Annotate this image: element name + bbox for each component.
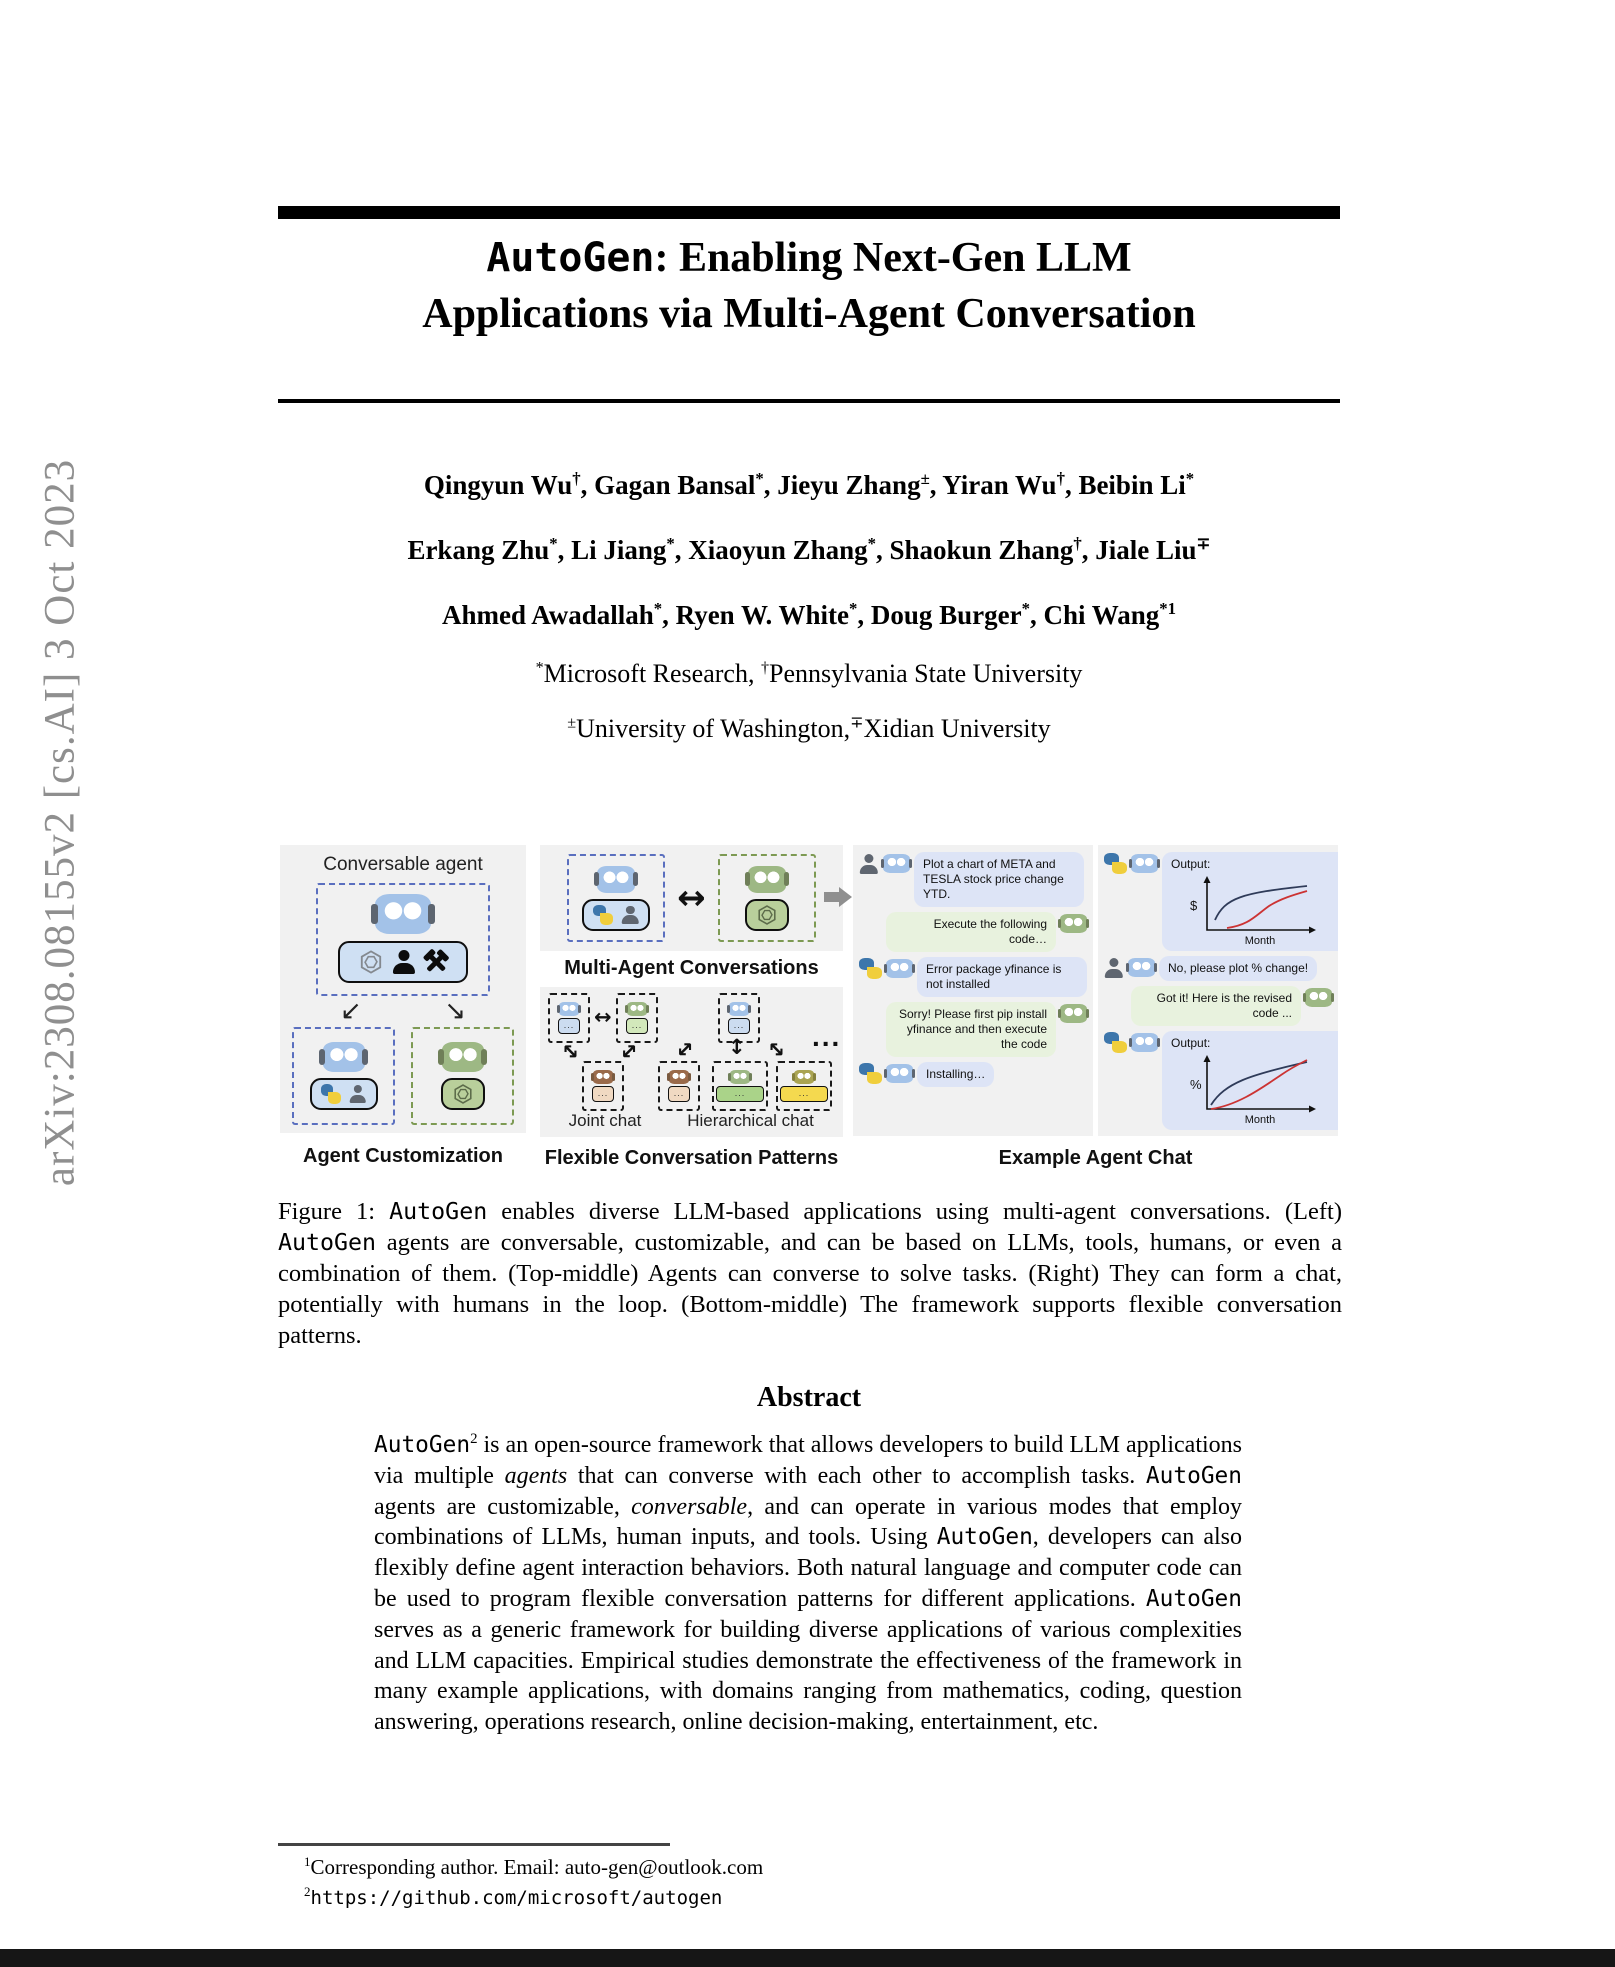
text-segment: AutoGen [1145, 1462, 1242, 1489]
text-segment: † [760, 659, 770, 677]
text-segment: Microsoft Research, [543, 659, 761, 688]
author-affil-mark: ∓ [1196, 534, 1211, 553]
chat-message [1104, 986, 1332, 1026]
affiliation-line [278, 713, 1340, 745]
person-icon [859, 854, 879, 874]
text-segment: AutoGen [374, 1432, 471, 1458]
capability-box [582, 899, 650, 931]
text-segment: Xidian University [863, 714, 1051, 743]
robot-icon [323, 1042, 365, 1072]
chart-y-label: $ [1190, 898, 1198, 913]
text-segment: ∓ [850, 714, 864, 732]
text-segment: , developers can also flexibly define agent interaction behaviors. Both natural language and computer code can be used to program flexible conversation patterns for different applications. [374, 1524, 1242, 1612]
capability-box [745, 899, 789, 931]
text-segment: agents are customizable, [374, 1493, 632, 1520]
text-segment: : Enabling Next-Gen LLM [654, 235, 1132, 281]
chat-text: Output: [1171, 857, 1211, 871]
footnote-text: https://github.com/microsoft/autogen [310, 1887, 723, 1909]
robot-icon [669, 1070, 689, 1084]
agent-box-green [718, 854, 816, 942]
chat-message [859, 1062, 1087, 1087]
chat-text: Got it! Here is the revised code ... [1156, 991, 1292, 1020]
chat-message [1104, 852, 1332, 951]
chat-message [859, 957, 1087, 997]
mini-agent-brown [658, 1061, 700, 1111]
figure-caption-midtop: Multi-Agent Conversations [564, 957, 819, 979]
agent-box-blue [567, 854, 665, 942]
chat-bubble [917, 957, 1087, 997]
author-line: Qingyun Wu†, Gagan Bansal*, Jieyu Zhang±, Yiran Wu†, Beibin Li* [423, 469, 1195, 500]
author-affil-mark: * [867, 534, 876, 553]
author-name: Shaokun Zhang [889, 535, 1074, 565]
text-segment: serves as a generic framework for building diverse applications of various complexities and LLM capacities. Empirical studies demonstrate the effectiveness of the framework in many example applications, with domains ranging from mathematics, coding, question answering, operations research, online decision-making, entertainment, etc. [374, 1616, 1242, 1736]
author-name: Gagan Bansal [594, 470, 756, 500]
author-affil-mark: * [666, 534, 675, 553]
chat-message [1104, 956, 1332, 981]
robot-icon [886, 1064, 913, 1083]
text-segment: is an open-source framework that allows developers to build LLM applications via multiple [374, 1432, 1242, 1489]
author-affil-mark: † [1073, 534, 1082, 553]
capability-box [310, 1078, 378, 1110]
figure-caption-left: Agent Customization [303, 1145, 503, 1167]
chat-bubble [886, 912, 1056, 952]
robot-icon [1131, 1033, 1158, 1052]
chat-bubble [1131, 986, 1301, 1026]
mini-chat-box: ... [592, 1086, 615, 1102]
mini-chat-box: ... [716, 1086, 764, 1102]
robot-icon [1060, 914, 1087, 933]
author-name: Jiale Liu [1095, 535, 1197, 565]
mini-chat-box: ... [728, 1018, 751, 1034]
author-name: Erkang Zhu [407, 535, 550, 565]
text-segment: Applications via Multi-Agent Conversation [422, 291, 1196, 337]
author-affil-mark: * [1021, 599, 1030, 618]
affiliations [278, 658, 1340, 768]
stock-chart [1171, 874, 1338, 946]
author-affil-mark: † [572, 469, 581, 488]
chat-bubble [1162, 1031, 1338, 1130]
robot-icon [559, 1002, 579, 1016]
chat-text: Plot a chart of META and TESLA stock price change YTD. [923, 857, 1064, 901]
chat-column-left [853, 845, 1093, 1136]
python-icon [859, 1063, 882, 1084]
chat-text: Output: [1171, 1036, 1211, 1050]
author-affil-mark: *1 [1159, 599, 1177, 618]
author-name: Doug Burger [870, 600, 1022, 630]
mini-agent-blue [548, 993, 590, 1043]
robot-icon [730, 1070, 750, 1084]
text-segment: that can converse with each other to accomplish tasks. [567, 1462, 1146, 1489]
text-segment: , and can operate in various modes that employ combinations of LLMs, human inputs, and tools. Using [374, 1493, 1242, 1551]
robot-icon [883, 854, 910, 873]
footnote-marker: 1 [304, 1854, 311, 1869]
panel-title: Conversable agent [323, 854, 483, 875]
text-segment: 2 [470, 1431, 478, 1447]
openai-icon [452, 1083, 474, 1105]
double-arrow-icon: ↔ [614, 1036, 644, 1066]
arxiv-stamp: arXiv:2308.08155v2 [cs.AI] 3 Oct 2023 [36, 458, 84, 1187]
more-patterns-ellipsis: ... [812, 1021, 842, 1052]
python-icon [1104, 1032, 1127, 1053]
footnote-marker: 2 [304, 1884, 311, 1899]
author-name: Xiaoyun Zhang [688, 535, 868, 565]
mini-chat-box: ... [668, 1086, 691, 1102]
arrow-down-right-icon: ↘ [444, 995, 466, 1025]
mini-agent-brown [582, 1061, 624, 1111]
author-affil-mark: * [1185, 469, 1195, 488]
chart-y-label: % [1190, 1077, 1202, 1092]
conversable-agent-box [316, 883, 490, 996]
hierarchical-chat-label: Hierarchical chat [687, 1111, 814, 1130]
agent-box-blue [292, 1027, 395, 1125]
abstract-heading: Abstract [756, 1382, 862, 1413]
robot-icon [794, 1070, 814, 1084]
arrow-down-left-icon: ↙ [340, 995, 362, 1025]
author-affil-mark: * [653, 599, 663, 618]
python-icon [859, 958, 882, 979]
text-segment: * [535, 659, 544, 677]
chat-text: Installing… [926, 1067, 986, 1081]
capability-box [441, 1078, 485, 1110]
double-arrow-icon: ↔ [594, 1005, 612, 1029]
author-name: Chi Wang [1043, 600, 1160, 630]
robot-icon [375, 894, 431, 934]
top-rule [278, 206, 1340, 219]
chat-message [859, 1002, 1087, 1057]
chart-x-label: Month [1244, 935, 1276, 946]
python-icon [321, 1084, 341, 1104]
chat-bubble [914, 852, 1084, 907]
author-name: Ahmed Awadallah [441, 600, 654, 630]
chat-message [859, 912, 1087, 952]
robot-icon [627, 1002, 647, 1016]
author-affil-mark: ± [920, 469, 930, 488]
figure-1 [276, 845, 1342, 1185]
chart-x-label: Month [1244, 1114, 1276, 1125]
title-rule [278, 399, 1340, 403]
text-segment: Pennsylvania State University [769, 659, 1083, 688]
multi-agent-panel [540, 845, 843, 951]
chat-bubble [886, 1002, 1056, 1057]
figure-caption-midbot: Flexible Conversation Patterns [544, 1147, 839, 1169]
tools-icon [424, 950, 448, 974]
text-segment: AutoGen [1145, 1585, 1242, 1612]
robot-icon [597, 866, 635, 893]
conversation-patterns-panel [540, 987, 843, 1137]
double-arrow-icon: ↔ [556, 1036, 586, 1066]
text-segment: AutoGen [936, 1524, 1033, 1551]
footnotes [278, 1852, 1340, 1913]
person-icon [349, 1085, 367, 1103]
agent-customization-panel [280, 845, 526, 1133]
person-icon [1104, 958, 1124, 978]
author-name: Beibin Li [1078, 470, 1186, 500]
mini-agent-green [616, 993, 658, 1043]
footnote [278, 1882, 1340, 1913]
joint-chat-label: Joint chat [568, 1111, 642, 1130]
figure-caption-text [278, 1196, 1342, 1351]
openai-icon [358, 949, 384, 975]
paper-title [278, 230, 1340, 342]
customized-agents-row [280, 1027, 526, 1125]
abstract-text [374, 1430, 1242, 1738]
text-segment: AutoGen [486, 235, 655, 281]
mini-chat-box: ... [558, 1018, 581, 1034]
chat-message [1104, 1031, 1332, 1130]
author-block [278, 468, 1340, 663]
author-name: Jieyu Zhang [777, 470, 921, 500]
text-segment: agents [504, 1462, 568, 1489]
chat-column-right [1098, 845, 1338, 1136]
chat-text: Execute the following code… [933, 917, 1047, 946]
person-icon [392, 950, 416, 974]
double-arrow-icon: ↔ [762, 1034, 792, 1064]
chat-bubble [917, 1062, 994, 1087]
robot-icon [1060, 1004, 1087, 1023]
author-name: Ryen W. White [675, 600, 849, 630]
double-arrow-icon: ↔ [677, 878, 706, 918]
author-name: Yiran Wu [942, 470, 1057, 500]
figure-caption-chat: Example Agent Chat [998, 1147, 1193, 1169]
bottom-page-edge [0, 1949, 1615, 1967]
text-segment: enables diverse LLM-based applications using multi-agent conversations. (Left) [487, 1198, 1342, 1225]
python-icon [593, 905, 613, 925]
chat-bubble [1159, 956, 1317, 981]
author-affil-mark: * [848, 599, 858, 618]
robot-icon [729, 1002, 749, 1016]
text-segment: ± [567, 714, 577, 732]
chat-text: No, please plot % change! [1168, 961, 1309, 975]
mini-agent-green [712, 1061, 768, 1111]
chat-text: Error package yfinance is not installed [926, 962, 1062, 991]
author-line: Erkang Zhu*, Li Jiang*, Xiaoyun Zhang*, Shaokun Zhang†, Jiale Liu∓ [407, 534, 1211, 565]
title-line-2 [278, 286, 1340, 342]
affiliation-line [278, 658, 1340, 690]
mini-chat-box: ... [780, 1086, 828, 1102]
robot-icon [593, 1070, 613, 1084]
text-segment: Figure 1: [278, 1198, 390, 1225]
agent-box-green [411, 1027, 514, 1125]
flow-arrow-icon [824, 887, 852, 907]
author-name: Qingyun Wu [423, 470, 573, 500]
chat-bubble [1162, 852, 1338, 951]
title-line-1 [278, 230, 1340, 286]
mini-chat-box: ... [626, 1018, 649, 1034]
text-segment: conversable [631, 1493, 748, 1520]
footnote-text: Corresponding author. Email: auto-gen@outlook.com [310, 1855, 764, 1879]
robot-icon [442, 1042, 484, 1072]
robot-icon [886, 959, 913, 978]
double-arrow-vertical-icon: ↕ [728, 1035, 746, 1059]
mini-agent-yellow [776, 1061, 832, 1111]
python-icon [1104, 853, 1127, 874]
robot-icon [1305, 988, 1332, 1007]
author-affil-mark: * [549, 534, 558, 553]
text-segment: University of Washington, [576, 714, 851, 743]
person-icon [621, 906, 639, 924]
capability-box [338, 941, 468, 983]
double-arrow-icon: ↔ [670, 1034, 700, 1064]
robot-icon [1131, 854, 1158, 873]
author-name: Li Jiang [571, 535, 667, 565]
stock-chart [1171, 1053, 1338, 1125]
robot-icon [1128, 958, 1155, 977]
text-segment: agents are conversable, customizable, and can be based on LLMs, tools, humans, or even a combination of them. (Top-middle) Agents can converse to solve tasks. (Right) They can form a chat, potentially with humans in the loop. (Bottom-middle) The framework supports flexible conversation patterns. [278, 1229, 1342, 1349]
openai-icon [756, 904, 778, 926]
author-affil-mark: * [755, 469, 764, 488]
footnote [278, 1852, 1340, 1882]
footnote-rule [278, 1843, 670, 1846]
author-line: Ahmed Awadallah*, Ryen W. White*, Doug Burger*, Chi Wang$^{*1}$ [441, 599, 1177, 630]
chat-text: Sorry! Please first pip install yfinance and then execute the code [898, 1007, 1047, 1051]
robot-icon [748, 866, 786, 893]
text-segment: AutoGen [278, 1229, 377, 1256]
text-segment: AutoGen [389, 1198, 488, 1225]
author-affil-mark: † [1056, 469, 1065, 488]
chat-message [859, 852, 1087, 907]
